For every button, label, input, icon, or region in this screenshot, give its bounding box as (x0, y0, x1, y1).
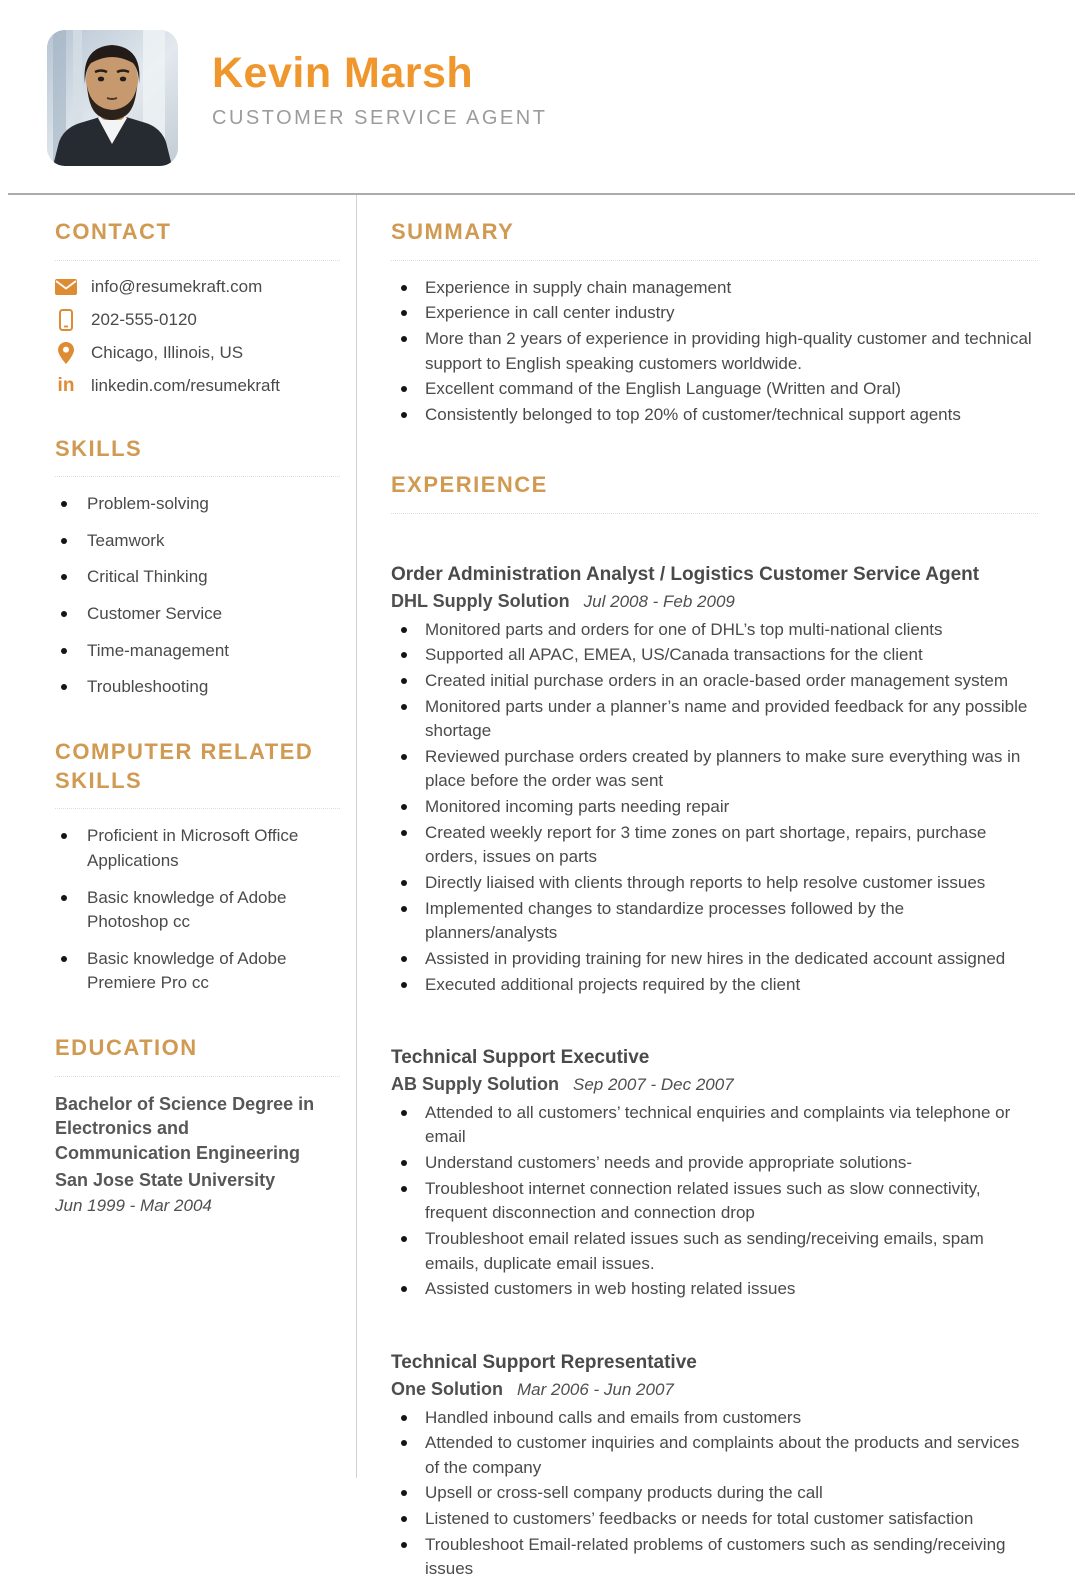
job-bullet (391, 1533, 1038, 1582)
job-bullet-text: Directly liaised with clients through reports to help resolve customer issues (425, 873, 986, 893)
skill-item (55, 565, 340, 590)
company-name: AB Supply Solution (391, 1073, 559, 1094)
bullet-dot (401, 310, 407, 316)
education-section (55, 1034, 340, 1216)
bullet-dot (401, 1110, 407, 1116)
bullet-dot (401, 652, 407, 658)
skill-label: Time-management (87, 640, 230, 660)
job-bullet-text: Listened to customers’ feedbacks or needs for total customer satisfaction (425, 1509, 974, 1529)
name-block (212, 30, 547, 130)
skill-item (55, 529, 340, 554)
job-meta (391, 1379, 1038, 1400)
bullet-dot (401, 704, 407, 710)
skills-heading: SKILLS (55, 435, 340, 478)
job-bullet-text: Assisted customers in web hosting related issues (425, 1279, 796, 1299)
computer-skills-heading: COMPUTER RELATED SKILLS (55, 738, 340, 809)
summary-text: Consistently belonged to top 20% of customer/technical support agents (425, 404, 961, 424)
job-bullet (391, 745, 1038, 794)
bullet-dot (401, 830, 407, 836)
job-bullet-text: Upsell or cross-sell company products during the call (425, 1483, 823, 1503)
bullet-dot (61, 611, 67, 617)
education-degree: Bachelor of Science Degree in Electronics and Communication Engineering (55, 1093, 315, 1164)
right-column (356, 195, 1086, 1579)
computer-skill-label: Basic knowledge of Adobe Photoshop cc (87, 887, 287, 932)
contact-section (55, 218, 340, 397)
computer-skill-item (55, 824, 340, 873)
bullet-dot (401, 1490, 407, 1496)
computer-skill-item (55, 886, 340, 935)
summary-list (391, 276, 1038, 428)
skills-list (55, 492, 340, 700)
job-bullet-text: Created weekly report for 3 time zones on part shortage, repairs, purchase orders, issues on parts (425, 822, 987, 867)
linkedin-icon: in (57, 375, 75, 397)
bullet-dot (61, 538, 67, 544)
left-column (0, 195, 356, 1478)
job-bullet-text: Troubleshoot Email-related problems of customers such as sending/receiving issues (425, 1534, 1006, 1579)
job-bullet (391, 695, 1038, 744)
bullet-dot (401, 1286, 407, 1292)
contact-email-value: info@resumekraft.com (91, 276, 263, 296)
bullet-dot (401, 1186, 407, 1192)
bullet-dot (61, 833, 67, 839)
profile-photo (47, 30, 178, 166)
job-position-title: Order Administration Analyst / Logistics Customer Service Agent (391, 564, 980, 586)
job-bullet-text: Executed additional projects required by the client (425, 974, 801, 994)
bullet-dot (61, 684, 67, 690)
job-bullet-text: Assisted in providing training for new hires in the dedicated account assigned (425, 948, 1006, 968)
skill-item (55, 492, 340, 517)
contact-item-location (55, 342, 340, 364)
summary-heading: SUMMARY (391, 218, 1038, 261)
bullet-dot (61, 501, 67, 507)
person-name: Kevin Marsh (212, 49, 474, 97)
job-dates: Sep 2007 - Dec 2007 (573, 1074, 734, 1094)
job-bullet-text: Implemented changes to standardize processes followed by the planners/analysts (425, 898, 905, 943)
skills-section (55, 435, 340, 700)
job-bullet (391, 618, 1038, 643)
job-bullet-text: Monitored parts and orders for one of DHL’s top multi-national clients (425, 619, 943, 639)
bullet-dot (401, 386, 407, 392)
summary-item (391, 301, 1038, 326)
job-bullet (391, 1431, 1038, 1480)
job-bullet (391, 1507, 1038, 1532)
skill-label: Teamwork (87, 530, 165, 550)
skill-label: Customer Service (87, 604, 223, 624)
job-bullet (391, 871, 1038, 896)
bullet-dot (61, 648, 67, 654)
jobs-list (391, 562, 1038, 1582)
job-bullet-text: Attended to customer inquiries and complaints about the products and services of the company (425, 1433, 1020, 1477)
computer-skill-label: Proficient in Microsoft Office Applications (87, 826, 299, 870)
job-bullet-text: Monitored incoming parts needing repair (425, 797, 730, 817)
summary-item (391, 403, 1038, 428)
job-bullet-text: Troubleshoot internet connection related issues such as slow connectivity, frequent disconnection and connection drop (425, 1178, 981, 1223)
contact-phone-value: 202-555-0120 (91, 309, 197, 329)
job-bullet-text: Understand customers’ needs and provide appropriate solutions- (425, 1153, 912, 1173)
summary-text: Experience in call center industry (425, 303, 675, 323)
job-bullet-text: Troubleshoot email related issues such as sending/receiving emails, spam emails, duplicate email issues. (425, 1229, 984, 1273)
job-bullet (391, 1151, 1038, 1176)
skill-label: Troubleshooting (87, 677, 209, 697)
email-icon (55, 276, 77, 298)
skill-item (55, 675, 340, 700)
bullet-dot (401, 906, 407, 912)
contact-item-linkedin (55, 375, 340, 397)
job-bullet (391, 1481, 1038, 1506)
education-heading: EDUCATION (55, 1034, 340, 1077)
summary-text: More than 2 years of experience in providing high-quality customer and technical support to English speaking customers worldwide. (425, 328, 1032, 373)
columns (0, 195, 1086, 1579)
bullet-dot (401, 956, 407, 962)
bullet-dot (401, 678, 407, 684)
computer-skill-label: Basic knowledge of Adobe Premiere Pro cc (87, 948, 287, 993)
experience-section (391, 471, 1038, 1582)
computer-skills-section (55, 738, 340, 996)
job-entry (391, 1045, 1038, 1302)
bullet-dot (401, 754, 407, 760)
contact-item-email (55, 276, 340, 298)
experience-heading: EXPERIENCE (391, 471, 1038, 514)
bullet-dot (401, 1440, 407, 1446)
phone-icon (55, 309, 77, 331)
contact-location-value: Chicago, Illinois, US (91, 342, 244, 362)
job-bullet (391, 821, 1038, 870)
contact-linkedin-value: linkedin.com/resumekraft (91, 375, 280, 395)
bullet-dot (401, 627, 407, 633)
summary-text: Experience in supply chain management (425, 277, 732, 297)
contact-item-phone (55, 309, 340, 331)
bullet-dot (401, 285, 407, 291)
skill-item (55, 639, 340, 664)
job-bullet-text: Reviewed purchase orders created by planners to make sure everything was in place before the order was sent (425, 746, 1021, 791)
job-bullet (391, 669, 1038, 694)
job-bullet (391, 947, 1038, 972)
header (0, 0, 1086, 166)
bullet-dot (401, 804, 407, 810)
job-bullet (391, 1177, 1038, 1226)
bullet-dot (401, 1160, 407, 1166)
job-bullets-list (391, 1101, 1038, 1302)
location-icon (55, 342, 77, 364)
summary-item (391, 276, 1038, 301)
job-meta (391, 1074, 1038, 1095)
bullet-dot (61, 574, 67, 580)
job-bullet-text: Supported all APAC, EMEA, US/Canada transactions for the client (425, 645, 923, 665)
job-bullet-text: Handled inbound calls and emails from customers (425, 1407, 802, 1427)
company-name: One Solution (391, 1378, 503, 1399)
job-bullet (391, 643, 1038, 668)
education-school: San Jose State University (55, 1170, 276, 1191)
bullet-dot (401, 412, 407, 418)
job-position-title: Technical Support Executive (391, 1047, 650, 1069)
job-bullet (391, 1227, 1038, 1276)
job-bullet-text: Created initial purchase orders in an oracle-based order management system (425, 670, 1009, 690)
job-meta (391, 591, 1038, 612)
job-bullet (391, 973, 1038, 998)
bullet-dot (401, 1415, 407, 1421)
contact-heading: CONTACT (55, 218, 340, 261)
company-name: DHL Supply Solution (391, 590, 570, 611)
bullet-dot (401, 336, 407, 342)
bullet-dot (401, 880, 407, 886)
bullet-dot (401, 982, 407, 988)
job-bullet (391, 897, 1038, 946)
bullet-dot (401, 1516, 407, 1522)
summary-section (391, 218, 1038, 427)
summary-item (391, 377, 1038, 402)
education-dates: Jun 1999 - Mar 2004 (55, 1196, 212, 1216)
summary-item (391, 327, 1038, 376)
job-dates: Mar 2006 - Jun 2007 (517, 1379, 674, 1399)
bullet-dot (401, 1236, 407, 1242)
job-entry (391, 1350, 1038, 1582)
computer-skills-list (55, 824, 340, 996)
profile-photo-illustration (47, 30, 178, 166)
job-bullet (391, 1406, 1038, 1431)
person-job-title: CUSTOMER SERVICE AGENT (212, 107, 548, 130)
computer-skill-item (55, 947, 340, 996)
summary-text: Excellent command of the English Language (Written and Oral) (425, 379, 901, 399)
contact-list (55, 276, 340, 397)
skill-label: Problem-solving (87, 494, 209, 514)
job-bullet (391, 1101, 1038, 1150)
job-bullet (391, 795, 1038, 820)
job-dates: Jul 2008 - Feb 2009 (583, 591, 735, 611)
job-bullet-text: Attended to all customers’ technical enquiries and complaints via telephone or email (425, 1102, 1011, 1147)
job-bullet (391, 1277, 1038, 1302)
job-position-title: Technical Support Representative (391, 1351, 697, 1373)
bullet-dot (61, 956, 67, 962)
job-bullet-text: Monitored parts under a planner’s name and provided feedback for any possible shortage (425, 696, 1028, 741)
job-entry (391, 562, 1038, 997)
bullet-dot (61, 895, 67, 901)
bullet-dot (401, 1542, 407, 1548)
job-bullets-list (391, 1406, 1038, 1582)
job-bullets-list (391, 618, 1038, 998)
skill-label: Critical Thinking (87, 567, 208, 587)
skill-item (55, 602, 340, 627)
